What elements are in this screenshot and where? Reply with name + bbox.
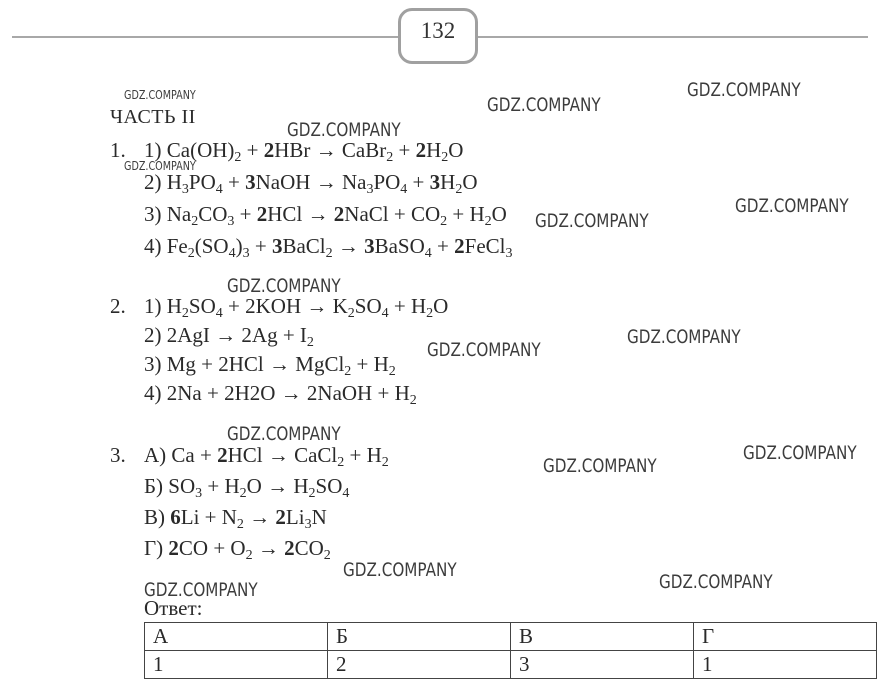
- watermark: GDZ.COMPANY: [427, 339, 541, 361]
- watermark: GDZ.COMPANY: [535, 210, 649, 232]
- task-3-equation-v: В) $6Li + N_2 \to 2Li_3N$: [144, 505, 327, 532]
- answer-value-row: [145, 651, 877, 679]
- answer-table: [144, 622, 877, 679]
- watermark: GDZ.COMPANY: [543, 455, 657, 477]
- watermark: GDZ.COMPANY: [227, 423, 341, 445]
- watermark: GDZ.COMPANY: [659, 571, 773, 593]
- watermark: GDZ.COMPANY: [487, 94, 601, 116]
- watermark: GDZ.COMPANY: [227, 275, 341, 297]
- page-number: 132: [420, 18, 456, 43]
- header-rule-right: [478, 36, 868, 38]
- answer-header-g: Г: [694, 623, 877, 651]
- watermark: GDZ.COMPANY: [743, 442, 857, 464]
- task-1-equation-2: 2) $H_3PO_4$ + 3NaOH → $Na_3PO_4 + 3H_2O$: [144, 170, 478, 197]
- watermark: GDZ.COMPANY: [124, 159, 196, 173]
- task-1-equation-1: 1) $Ca(OH)_2 + 2HBr$ → CaBr$_2$ + $2H_2O$: [144, 138, 464, 165]
- answer-header-b: Б: [328, 623, 511, 651]
- answer-header-row: [145, 623, 877, 651]
- task-2-equation-4: 4) 2Na + 2H2O → 2NaOH + $H_2$: [144, 381, 417, 408]
- task-2-equation-1: 1) $H_2SO_4 + 2KOH \to K_2SO_4 + H_2O$: [144, 294, 449, 321]
- watermark: GDZ.COMPANY: [735, 195, 849, 217]
- answer-header-a: А: [145, 623, 328, 651]
- watermark: GDZ.COMPANY: [287, 119, 401, 141]
- answer-value-g: 1: [694, 651, 877, 679]
- section-heading: ЧАСТЬ II: [110, 106, 196, 128]
- task-2-equation-2: 2) $2AgI \to 2Ag + I_2$: [144, 323, 314, 350]
- watermark: GDZ.COMPANY: [124, 88, 196, 102]
- watermark: GDZ.COMPANY: [627, 326, 741, 348]
- task-1-equation-4: 4) $Fe_2(SO_4)_3$ + 3BaCl$_2$ → 3BaSO$_4$ + 2FeCl$_3$: [144, 234, 513, 261]
- task-1-equation-3: 3) $Na_2CO_3 + 2HCl$ → 2NaCl + $CO_2 + H_2O$: [144, 202, 507, 229]
- task-2-number: 2.: [110, 294, 126, 318]
- task-3-number: 3.: [110, 443, 126, 467]
- answer-value-b: 2: [328, 651, 511, 679]
- watermark: GDZ.COMPANY: [343, 559, 457, 581]
- watermark: GDZ.COMPANY: [687, 79, 801, 101]
- answer-value-v: 3: [511, 651, 694, 679]
- task-3-equation-g: Г) $2CO + O_2 \to 2CO_2$: [144, 536, 331, 563]
- answer-header-v: В: [511, 623, 694, 651]
- task-2-equation-3: 3) Mg + 2HCl → MgCl$_2$ + $H_2$: [144, 352, 396, 379]
- task-3-equation-b: Б) $SO_3 + H_2O \to H_2SO_4$: [144, 474, 350, 501]
- answer-label: Ответ:: [144, 596, 203, 620]
- task-3-equation-a: А) Ca + 2HCl → CaCl$_2$ + $H_2$: [144, 443, 389, 470]
- answer-value-a: 1: [145, 651, 328, 679]
- task-1-number: 1.: [110, 138, 126, 162]
- header-rule-left: [12, 36, 400, 38]
- watermark: GDZ.COMPANY: [144, 579, 258, 601]
